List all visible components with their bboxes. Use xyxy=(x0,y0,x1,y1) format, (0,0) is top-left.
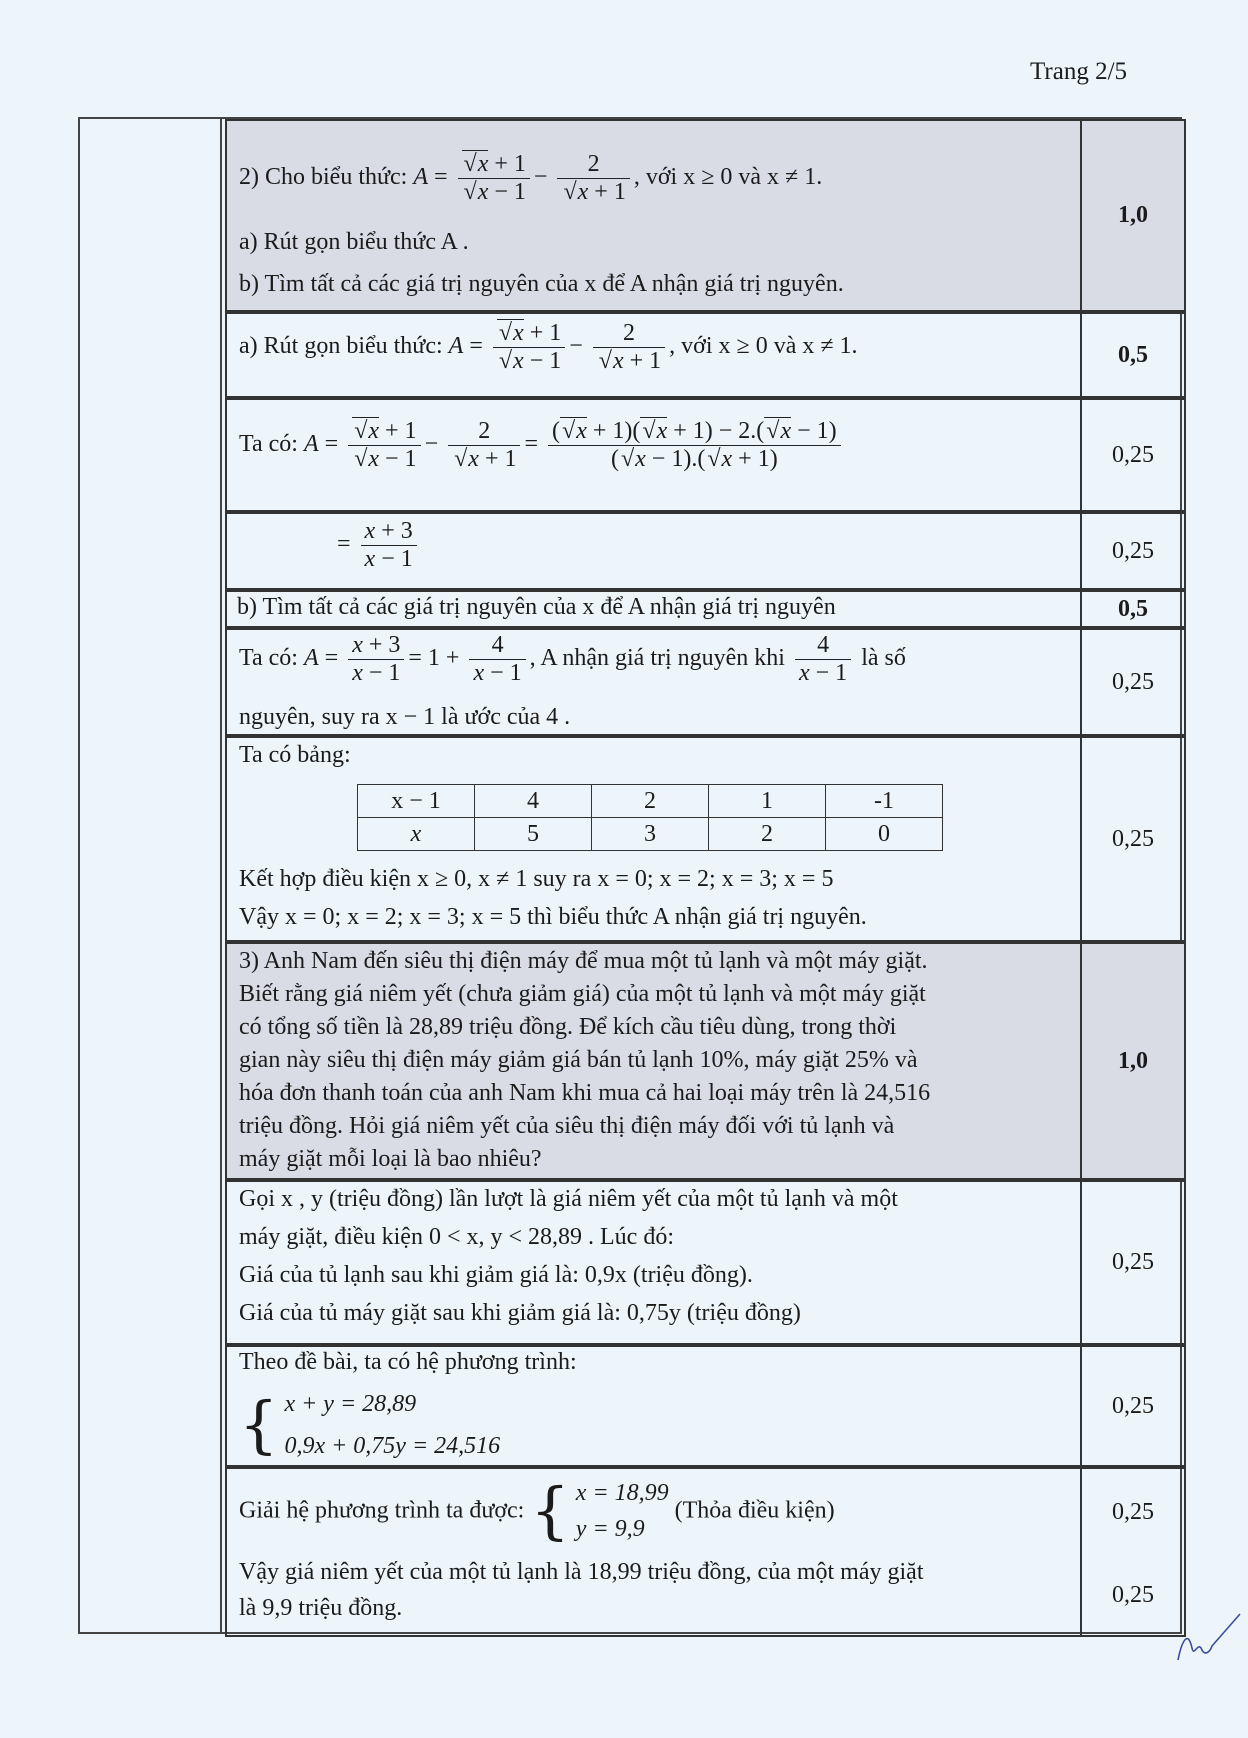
q2b-title: b) Tìm tất cả các giá trị nguyên của x để A nhận giá trị nguyên xyxy=(237,594,836,620)
q2b-score: 0,5 xyxy=(1082,590,1186,628)
q3-line: 3) Anh Nam đến siêu thị điện máy để mua một tủ lạnh và một máy giặt. xyxy=(239,948,928,974)
s2-intro: Theo đề bài, ta có hệ phương trình: xyxy=(239,1349,577,1375)
q2a-step1-score: 0,25 xyxy=(1082,398,1186,512)
q2-score: 1,0 xyxy=(1082,119,1186,312)
q2-part-a: a) Rút gọn biểu thức A . xyxy=(239,229,469,255)
q3-line: có tổng số tiền là 28,89 triệu đồng. Để kích cầu tiêu dùng, trong thời xyxy=(239,1014,897,1040)
q3-step1-score: 0,25 xyxy=(1082,1180,1186,1345)
q3-line: gian này siêu thị điện máy giảm giá bán tủ lạnh 10%, máy giặt 25% và xyxy=(239,1047,918,1073)
q2-condition: , với x ≥ 0 và x ≠ 1. xyxy=(633,164,823,191)
table-cell: 2 xyxy=(592,785,709,818)
table-row xyxy=(358,818,943,851)
q3-line: Biết rằng giá niêm yết (chưa giảm giá) của một tủ lạnh và một máy giặt xyxy=(239,981,926,1007)
s3-label: Giải hệ phương trình ta được: xyxy=(239,1497,525,1524)
table-cell: -1 xyxy=(826,785,943,818)
s1-fraction-2: $\frac{4}{x - 1}$ xyxy=(469,632,525,687)
divisor-table xyxy=(357,784,943,851)
q2a-fraction-1: √ x + 1 √ x − 1 xyxy=(493,320,565,375)
q2-intro: 2) Cho biểu thức: xyxy=(239,164,408,191)
q2-question-cell: 2) Cho biểu thức: A = √ x + 1 √ x − 1 − 2 √ x + 1 , với x ≥ 0 và x ≠ 1. a) Rút gọn biểu thức A . b) Tìm tất cả các giá trị nguyên của x để A nhận giá trị nguyên. xyxy=(225,119,1082,312)
q2b-step1-end: là số xyxy=(861,645,906,672)
q2b-step1-mid: , A nhận giá trị nguyên khi xyxy=(529,645,785,672)
s4-line2: là 9,9 triệu đồng. xyxy=(239,1595,403,1621)
q2-fraction-2: 2 √ x + 1 xyxy=(557,151,629,206)
s1-line: Giá của tủ máy giặt sau khi giảm giá là: 0,75y (triệu đồng) xyxy=(239,1300,801,1326)
q2b-step1-score: 0,25 xyxy=(1082,628,1186,736)
table-cell: 1 xyxy=(709,785,826,818)
q3-step4-cell xyxy=(225,1555,1082,1637)
q2a-score: 0,5 xyxy=(1082,312,1186,398)
s1-fraction-1: $\frac{x + 3}{x - 1}$ xyxy=(348,632,404,687)
s2-eq2: 0,9x + 0,75y = 24,516 xyxy=(284,1433,501,1459)
s1-line: Giá của tủ lạnh sau khi giảm giá là: 0,9x (triệu đồng). xyxy=(239,1262,753,1288)
q2b-step1-label: Ta có: xyxy=(239,645,298,672)
q2a-step2-score: 0,25 xyxy=(1082,512,1186,590)
signature-mark xyxy=(1170,1610,1248,1670)
s1-line: Gọi x , y (triệu đồng) lần lượt là giá niêm yết của một tủ lạnh và một xyxy=(239,1186,898,1212)
q2a-fraction-2: 2 √ x + 1 xyxy=(593,320,665,375)
q3-score: 1,0 xyxy=(1082,942,1186,1180)
left-column-divider xyxy=(220,117,222,1634)
step1-fraction-2: 2 √ x + 1 xyxy=(448,418,520,473)
s3-eq2: y = 9,9 xyxy=(575,1516,645,1542)
table-cell: 4 xyxy=(475,785,592,818)
q2b-step1-line2: nguyên, suy ra x − 1 là ước của 4 . xyxy=(239,704,571,730)
s1-fraction-3: $\frac{4}{x - 1}$ xyxy=(795,632,851,687)
q3-line: hóa đơn thanh toán của anh Nam khi mua cả hai loại máy trên là 24,516 xyxy=(239,1080,931,1106)
q3-step3-score: 0,25 xyxy=(1082,1467,1186,1555)
left-brace: { xyxy=(239,1388,279,1461)
left-brace: { xyxy=(530,1474,570,1547)
table-cell: 3 xyxy=(592,818,709,851)
s2-system xyxy=(239,1383,500,1467)
table-row xyxy=(358,785,943,818)
table-cell: 0 xyxy=(826,818,943,851)
s2-eq1: x + y = 28,89 xyxy=(284,1391,417,1417)
q2b-title-cell xyxy=(225,590,1082,628)
page-number: Trang 2/5 xyxy=(1030,58,1128,85)
q3-step3-cell xyxy=(225,1467,1082,1555)
table-cell: 5 xyxy=(475,818,592,851)
q3-step1-cell xyxy=(225,1180,1082,1345)
table-cell: 2 xyxy=(709,818,826,851)
q2b-table-intro: Ta có bảng: xyxy=(239,742,351,768)
s3-eq1: x = 18,99 xyxy=(575,1480,669,1506)
s3-note: (Thỏa điều kiện) xyxy=(674,1497,835,1524)
q2-fraction-1: √ x + 1 √ x − 1 xyxy=(458,151,530,206)
q3-step2-score: 0,25 xyxy=(1082,1345,1186,1467)
q2a-step1-cell: Ta có: A = √ x + 1 √ x − 1 − 2 √ x + 1 = $\frac{(√ x + 1)(√ x + 1) - 2.(√ x - 1)}{(√ x - 1).(√ x + 1)}$ xyxy=(225,398,1082,512)
q3-step4-score: 0,25 xyxy=(1082,1555,1186,1637)
step1-fraction-1: √ x + 1 √ x − 1 xyxy=(348,418,420,473)
q3-step2-cell xyxy=(225,1345,1082,1467)
q2b-step2-score: 0,25 xyxy=(1082,736,1186,942)
q2a-title-cell: a) Rút gọn biểu thức: A = √ x + 1 √ x − 1 − 2 √ x + 1 , với x ≥ 0 và x ≠ 1. xyxy=(225,312,1082,398)
q3-line: máy giặt mỗi loại là bao nhiêu? xyxy=(239,1146,542,1172)
q2a-condition: , với x ≥ 0 và x ≠ 1. xyxy=(669,333,858,360)
q2b-combine: Kết hợp điều kiện x ≥ 0, x ≠ 1 suy ra x = 0; x = 2; x = 3; x = 5 xyxy=(239,866,834,892)
step2-fraction: $\frac{x + 3}{x - 1}$ xyxy=(361,518,417,573)
q3-question-cell xyxy=(225,942,1082,1180)
s4-line1: Vậy giá niêm yết của một tủ lạnh là 18,99 triệu đồng, của một máy giặt xyxy=(239,1559,924,1585)
q2-part-b: b) Tìm tất cả các giá trị nguyên của x để A nhận giá trị nguyên. xyxy=(239,271,844,297)
step1-fraction-3: $\frac{(√ x + 1)(√ x + 1) - 2.(√ x - 1)}{(√ x - 1).(√ x + 1)}$ xyxy=(548,418,841,473)
q2a-step2-cell: = $\frac{x + 3}{x - 1}$ xyxy=(225,512,1082,590)
table-cell: x xyxy=(358,818,475,851)
q2a-step1-label: Ta có: xyxy=(239,431,298,458)
q2a-title: a) Rút gọn biểu thức: xyxy=(239,333,443,360)
q2b-step1-cell: Ta có: A = $\frac{x + 3}{x - 1}$ = 1 + $\frac{4}{x - 1}$ , A nhận giá trị nguyên khi $\frac{4}{x - 1}$ là số nguyên, suy ra x − 1 là ước của 4 . xyxy=(225,628,1082,736)
q2b-step2-cell xyxy=(225,736,1082,942)
table-cell: x − 1 xyxy=(358,785,475,818)
s1-line: máy giặt, điều kiện 0 < x, y < 28,89 . Lúc đó: xyxy=(239,1224,674,1250)
q2b-conclusion: Vậy x = 0; x = 2; x = 3; x = 5 thì biểu thức A nhận giá trị nguyên. xyxy=(239,904,867,930)
q3-line: triệu đồng. Hỏi giá niêm yết của siêu thị điện máy đối với tủ lạnh và xyxy=(239,1113,895,1139)
